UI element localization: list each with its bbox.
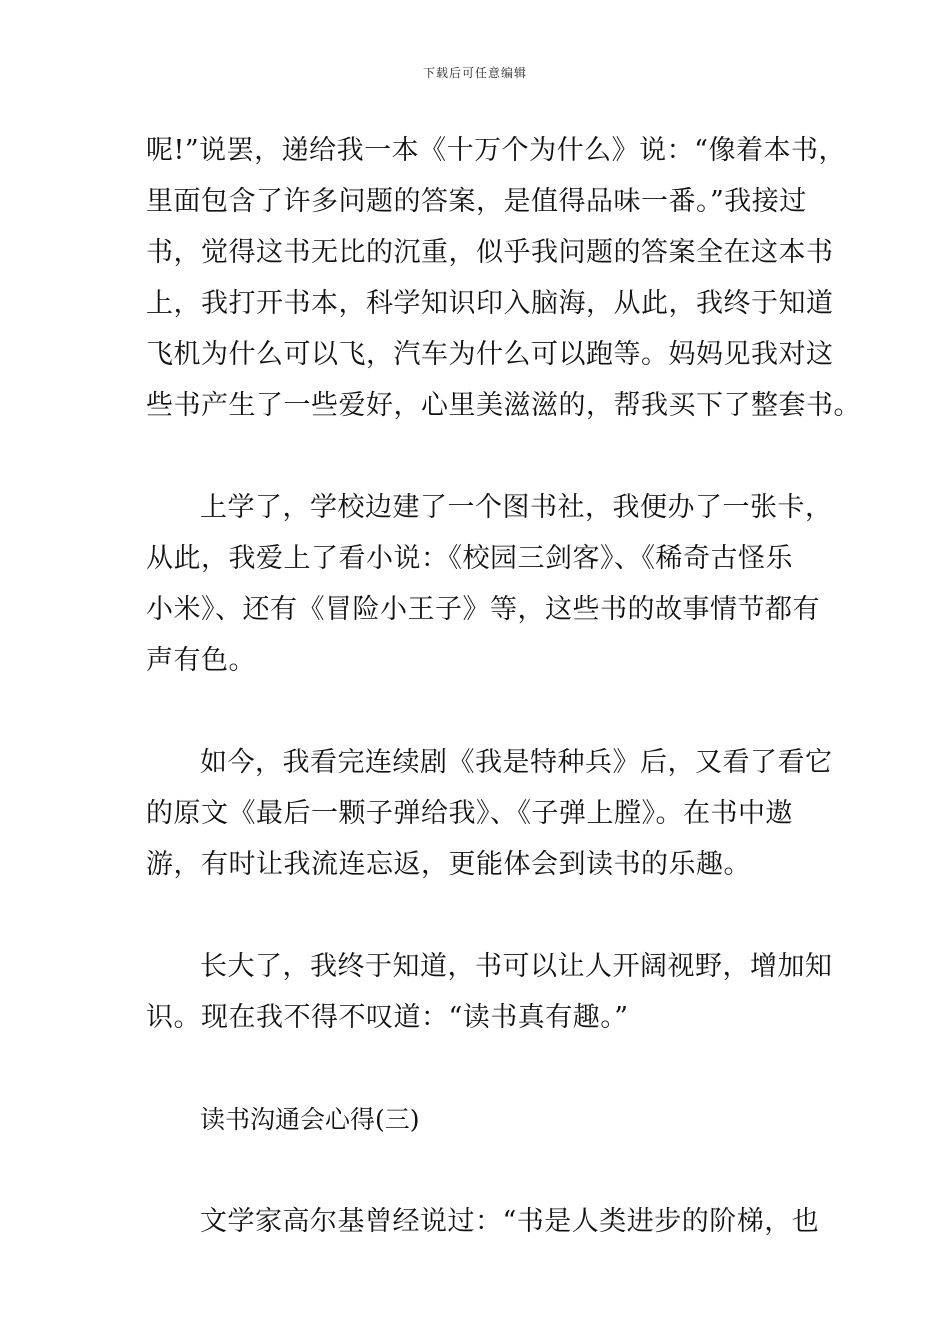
paragraph-spacer bbox=[146, 890, 816, 941]
text-line: 小米》、还有《冒险小王子》等，这些书的故事情节都有 bbox=[146, 594, 820, 625]
paragraph-spacer bbox=[146, 1145, 816, 1196]
text-line: 上学了，学校边建了一个图书社，我便办了一张卡， bbox=[200, 492, 833, 523]
text-line: 如今，我看完连续剧《我是特种兵》后，又看了看它 bbox=[200, 747, 833, 778]
text-line: 上，我打开书本，科学知识印入脑海，从此，我终于知道 bbox=[146, 288, 834, 319]
text-line: 长大了，我终于知道，书可以让人开阔视野，增加知 bbox=[200, 951, 833, 982]
paragraph-spacer bbox=[146, 1043, 816, 1094]
text-line: 识。现在我不得不叹道：“读书真有趣。” bbox=[146, 1002, 629, 1033]
paragraph bbox=[146, 737, 833, 890]
text-line: 呢!”说罢，递给我一本《十万个为什么》说：“像着本书， bbox=[146, 135, 846, 166]
text-line: 里面包含了许多问题的答案，是值得品味一番。”我接过 bbox=[146, 186, 807, 217]
paragraph-spacer bbox=[146, 431, 816, 482]
text-line: 书，觉得这书无比的沉重，似乎我问题的答案全在这本书 bbox=[146, 237, 834, 268]
paragraph-spacer bbox=[146, 686, 816, 737]
text-line: 声有色。 bbox=[146, 645, 256, 676]
text-line: 从此，我爱上了看小说：《校园三剑客》、《稀奇古怪乐 bbox=[146, 543, 793, 574]
text-line: 些书产生了一些爱好，心里美滋滋的，帮我买下了整套书。 bbox=[146, 390, 861, 421]
paragraph bbox=[146, 1196, 820, 1247]
text-line: 的原文《最后一颗子弹给我》、《子弹上膛》。在书中遨 bbox=[146, 798, 793, 829]
document-body bbox=[146, 125, 861, 1247]
paragraph bbox=[146, 125, 861, 431]
page-header: 下载后可任意编辑 bbox=[422, 66, 527, 80]
text-line: 文学家高尔基曾经说过：“书是人类进步的阶梯，也 bbox=[200, 1206, 820, 1237]
section-heading: 读书沟通会心得(三) bbox=[200, 1105, 420, 1134]
paragraph bbox=[146, 941, 833, 1043]
text-line: 飞机为什么可以飞，汽车为什么可以跑等。妈妈见我对这 bbox=[146, 339, 834, 370]
text-line: 游，有时让我流连忘返，更能体会到读书的乐趣。 bbox=[146, 849, 751, 880]
paragraph bbox=[146, 482, 833, 686]
